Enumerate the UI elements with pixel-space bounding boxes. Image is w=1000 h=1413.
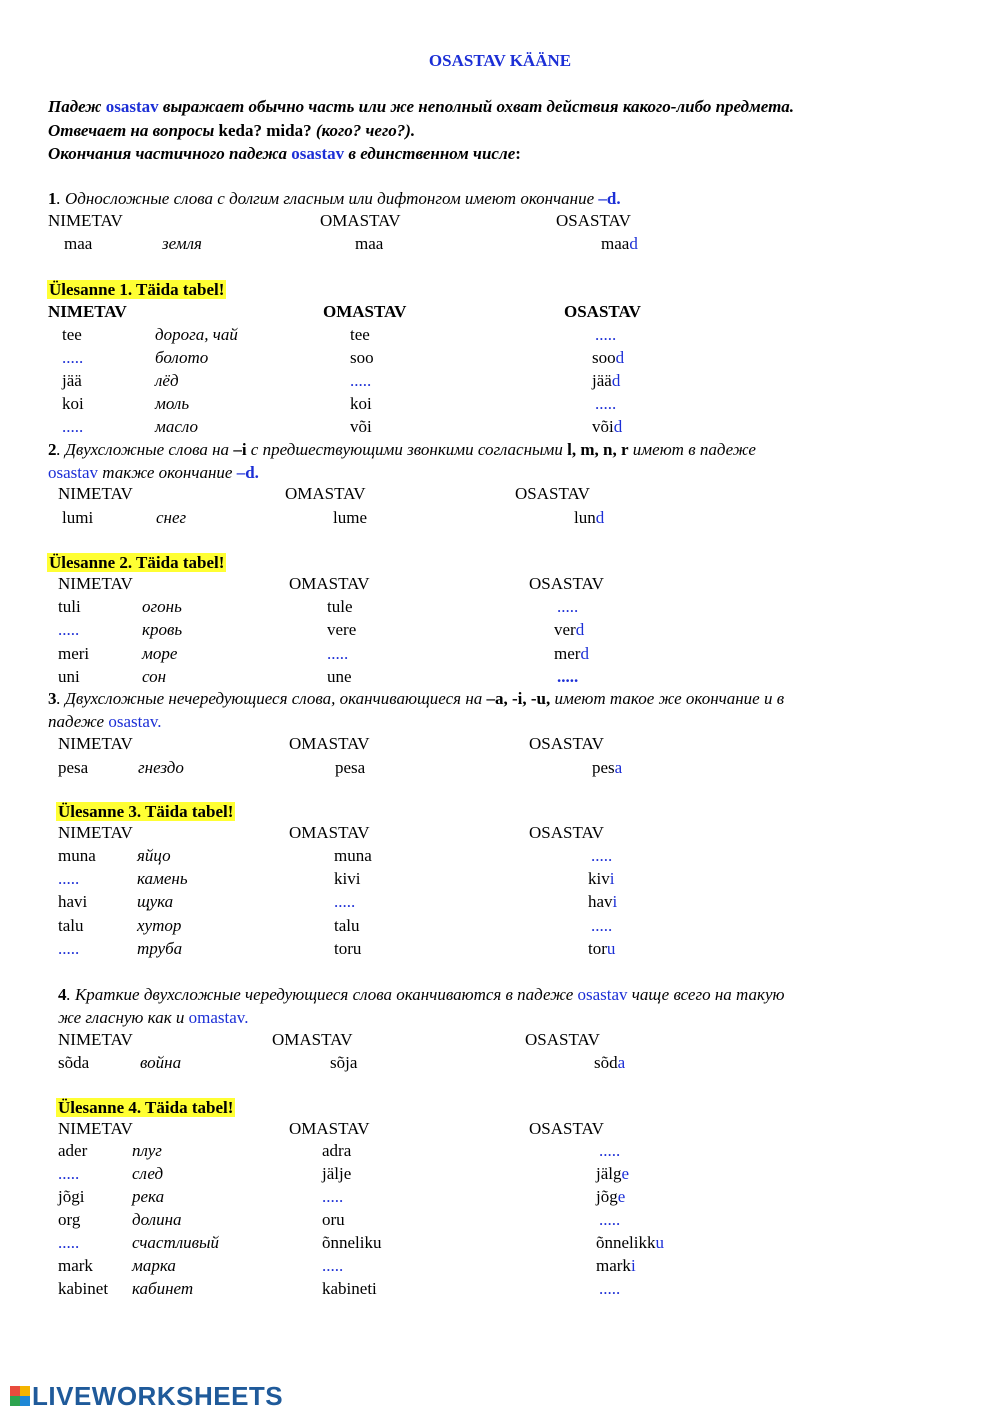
header-osastav: OSASTAV — [529, 823, 604, 842]
rule-3: 3. Двухсложные нечередующиеся слова, оканчивающиеся на –a, -i, -u, имеют такое же окончание и в — [48, 689, 785, 708]
rule-1: 1. Односложные слова с долгим гласным или дифтонгом имеют окончание –d. — [48, 189, 621, 208]
header-nimetav: NIMETAV — [58, 1119, 133, 1138]
example-translation: земля — [162, 234, 202, 253]
cell-translation: долина — [132, 1210, 182, 1229]
cell-omastav: jälje — [322, 1164, 352, 1183]
rule-3-cont: падеже osastav. — [48, 712, 162, 731]
blank-osastav-field[interactable]: ..... — [557, 667, 579, 686]
cell-osastav: marki — [596, 1256, 636, 1275]
blank-osastav-field[interactable]: ..... — [557, 597, 579, 616]
example-omastav: maa — [355, 234, 384, 253]
cell-osastav: merd — [554, 644, 589, 663]
task-4-heading: Ülesanne 4. Täida tabel! — [58, 1098, 234, 1117]
cell-osastav: jääd — [592, 371, 621, 390]
cell-nimetav: uni — [58, 667, 80, 686]
blank-nimetav-field[interactable]: ..... — [58, 1164, 80, 1183]
page-title: OSASTAV KÄÄNE — [428, 51, 572, 70]
cell-osastav: toru — [588, 939, 616, 958]
cell-osastav: õnnelikku — [596, 1233, 664, 1252]
blank-nimetav-field[interactable]: ..... — [58, 939, 80, 958]
cell-translation: дорога, чай — [155, 325, 238, 344]
cell-omastav: oru — [322, 1210, 345, 1229]
blank-omastav-field[interactable]: ..... — [322, 1187, 344, 1206]
task-2-heading: Ülesanne 2. Täida tabel! — [49, 553, 225, 572]
example-osastav: sõda — [594, 1053, 626, 1072]
cell-nimetav: tuli — [58, 597, 81, 616]
header-omastav: OMASTAV — [320, 211, 401, 230]
blank-osastav-field[interactable]: ..... — [599, 1210, 621, 1229]
header-nimetav: NIMETAV — [58, 574, 133, 593]
rule-2-cont: osastav также окончание –d. — [48, 463, 259, 482]
cell-osastav: võid — [592, 417, 623, 436]
cell-translation: болото — [155, 348, 209, 367]
example-nimetav: pesa — [58, 758, 89, 777]
header-osastav: OSASTAV — [564, 302, 641, 321]
blank-osastav-field[interactable]: ..... — [599, 1141, 621, 1160]
example-translation: гнездо — [138, 758, 184, 777]
cell-omastav: soo — [350, 348, 374, 367]
cell-omastav: muna — [334, 846, 372, 865]
header-nimetav: NIMETAV — [58, 484, 133, 503]
example-translation: война — [140, 1053, 182, 1072]
cell-nimetav: havi — [58, 892, 88, 911]
blank-nimetav-field[interactable]: ..... — [62, 348, 84, 367]
header-osastav: OSASTAV — [515, 484, 590, 503]
cell-translation: марка — [132, 1256, 176, 1275]
blank-omastav-field[interactable]: ..... — [322, 1256, 344, 1275]
header-osastav: OSASTAV — [529, 574, 604, 593]
blank-omastav-field[interactable]: ..... — [327, 644, 349, 663]
blank-nimetav-field[interactable]: ..... — [62, 417, 84, 436]
header-omastav: OMASTAV — [289, 574, 370, 593]
header-omastav: OMASTAV — [272, 1030, 353, 1049]
cell-nimetav: kabinet — [58, 1279, 109, 1298]
rule-2: 2. Двухсложные слова на –i с предшествующими звонкими согласными l, m, n, r имеют в падеже — [48, 440, 756, 459]
cell-translation: моль — [155, 394, 190, 413]
cell-translation: плуг — [132, 1141, 162, 1160]
rule-4-cont: же гласную как и omastav. — [58, 1008, 249, 1027]
header-omastav: OMASTAV — [289, 1119, 370, 1138]
cell-nimetav: muna — [58, 846, 96, 865]
example-osastav: pesa — [592, 758, 623, 777]
blank-omastav-field[interactable]: ..... — [334, 892, 356, 911]
header-nimetav: NIMETAV — [58, 1030, 133, 1049]
cell-osastav: jälge — [596, 1164, 630, 1183]
cell-omastav: talu — [334, 916, 360, 935]
cell-omastav: tule — [327, 597, 353, 616]
cell-translation: хутор — [137, 916, 182, 935]
cell-omastav: või — [350, 417, 372, 436]
cell-translation: кабинет — [132, 1279, 194, 1298]
blank-omastav-field[interactable]: ..... — [350, 371, 372, 390]
cell-translation: камень — [137, 869, 188, 888]
cell-nimetav: talu — [58, 916, 84, 935]
intro-line-3: Окончания частичного падежа osastav в единственном числе: — [48, 144, 521, 163]
cell-translation: щука — [137, 892, 174, 911]
cell-nimetav: jõgi — [58, 1187, 85, 1206]
header-osastav: OSASTAV — [556, 211, 631, 230]
cell-omastav: koi — [350, 394, 372, 413]
example-omastav: lume — [333, 508, 367, 527]
header-osastav: OSASTAV — [529, 734, 604, 753]
example-nimetav: lumi — [62, 508, 94, 527]
cell-translation: река — [132, 1187, 165, 1206]
header-osastav: OSASTAV — [529, 1119, 604, 1138]
cell-omastav: kivi — [334, 869, 361, 888]
cell-omastav: kabineti — [322, 1279, 377, 1298]
header-omastav: OMASTAV — [285, 484, 366, 503]
cell-osastav: havi — [588, 892, 618, 911]
cell-translation: труба — [137, 939, 183, 958]
logo-grid-icon — [10, 1386, 30, 1406]
cell-osastav: jõge — [596, 1187, 626, 1206]
blank-nimetav-field[interactable]: ..... — [58, 620, 80, 639]
intro-line-1: Падеж osastav выражает обычно часть или же неполный охват действия какого-либо предмета. — [48, 97, 795, 116]
header-omastav: OMASTAV — [323, 302, 407, 321]
example-translation: снег — [156, 508, 187, 527]
cell-osastav: verd — [554, 620, 585, 639]
cell-nimetav: koi — [62, 394, 84, 413]
header-omastav: OMASTAV — [289, 734, 370, 753]
cell-omastav: tee — [350, 325, 370, 344]
cell-nimetav: org — [58, 1210, 81, 1229]
cell-osastav: sood — [592, 348, 625, 367]
header-osastav: OSASTAV — [525, 1030, 600, 1049]
cell-omastav: õnneliku — [322, 1233, 382, 1252]
cell-omastav: vere — [327, 620, 357, 639]
cell-nimetav: mark — [58, 1256, 93, 1275]
cell-translation: огонь — [142, 597, 182, 616]
cell-translation: масло — [155, 417, 199, 436]
cell-nimetav: tee — [62, 325, 82, 344]
example-osastav: maad — [601, 234, 638, 253]
header-nimetav: NIMETAV — [58, 734, 133, 753]
cell-nimetav: jää — [62, 371, 82, 390]
rule-4: 4. Краткие двухсложные чередующиеся слова оканчиваются в падеже osastav чаще всего на такую — [58, 985, 785, 1004]
blank-osastav-field[interactable]: ..... — [591, 846, 613, 865]
header-nimetav: NIMETAV — [48, 211, 123, 230]
example-omastav: pesa — [335, 758, 366, 777]
logo-text: LIVEWORKSHEETS — [32, 1380, 284, 1411]
cell-omastav: une — [327, 667, 352, 686]
cell-translation: след — [132, 1164, 164, 1183]
blank-nimetav-field[interactable]: ..... — [58, 1233, 80, 1252]
cell-translation: кровь — [142, 620, 183, 639]
cell-translation: лёд — [155, 371, 179, 390]
blank-osastav-field[interactable]: ..... — [591, 916, 613, 935]
task-1-heading: Ülesanne 1. Täida tabel! — [49, 280, 225, 299]
blank-osastav-field[interactable]: ..... — [599, 1279, 621, 1298]
example-omastav: sõja — [330, 1053, 358, 1072]
cell-translation: яйцо — [137, 846, 171, 865]
cell-nimetav: meri — [58, 644, 90, 663]
cell-omastav: toru — [334, 939, 362, 958]
blank-osastav-field[interactable]: ..... — [595, 325, 617, 344]
intro-line-2: Отвечает на вопросы keda? mida? (кого? чего?). — [48, 121, 416, 140]
example-nimetav: maa — [64, 234, 93, 253]
blank-nimetav-field[interactable]: ..... — [58, 869, 80, 888]
cell-omastav: adra — [322, 1141, 352, 1160]
cell-translation: море — [142, 644, 178, 663]
header-nimetav: NIMETAV — [58, 823, 133, 842]
cell-translation: счастливый — [132, 1233, 220, 1252]
blank-osastav-field[interactable]: ..... — [595, 394, 617, 413]
header-omastav: OMASTAV — [289, 823, 370, 842]
liveworksheets-logo — [10, 1380, 283, 1412]
cell-nimetav: ader — [58, 1141, 88, 1160]
example-nimetav: sõda — [58, 1053, 90, 1072]
header-nimetav: NIMETAV — [48, 302, 127, 321]
cell-translation: сон — [142, 667, 167, 686]
task-3-heading: Ülesanne 3. Täida tabel! — [58, 802, 234, 821]
example-osastav: lund — [574, 508, 605, 527]
cell-osastav: kivi — [588, 869, 615, 888]
